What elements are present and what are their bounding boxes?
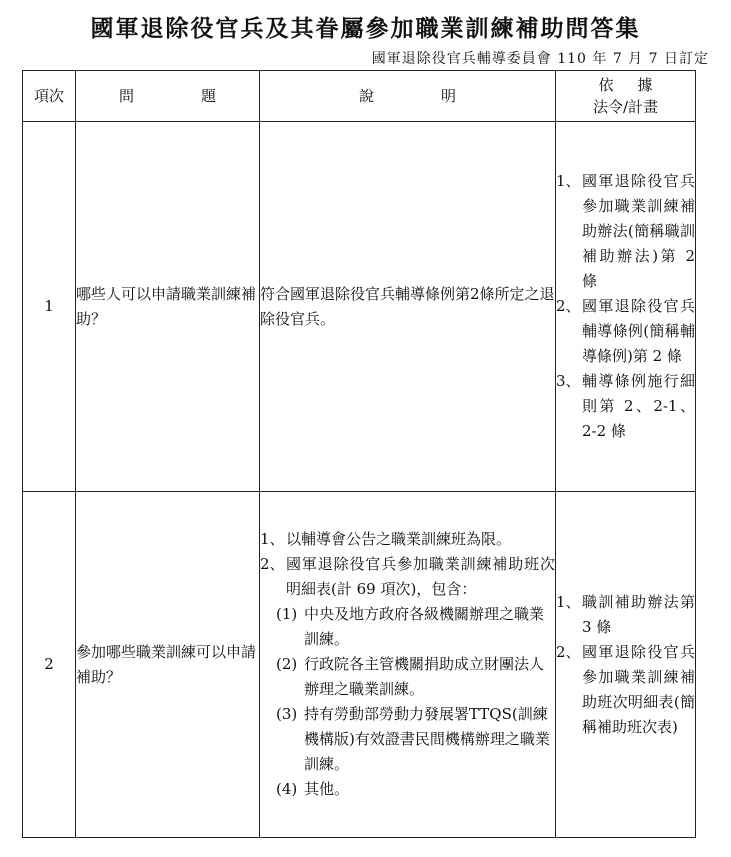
explanation-item: 2、 國軍退除役官兵參加職業訓練補助班次明細表(計 69 項次)，包含：	[260, 555, 555, 598]
header-question: 問 題	[76, 71, 260, 122]
row-basis	[556, 122, 696, 492]
table-row	[23, 492, 696, 838]
header-explanation: 說 明	[260, 71, 556, 122]
row-question: 哪些人可以申請職業訓練補助？	[76, 122, 260, 492]
table-header-row	[23, 71, 696, 122]
basis-item: 1、 職訓補助辦法第 3 條	[556, 592, 695, 636]
basis-item: 3、 輔導條例施行細則第 2、2-1、2-2 條	[556, 372, 695, 440]
basis-item: 1、 國軍退除役官兵參加職業訓練補助辦法(簡稱職訓補助辦法)第 2 條	[556, 172, 695, 290]
table-row	[23, 122, 696, 492]
header-basis-line1: 依據	[598, 76, 677, 94]
document-subtitle: 國軍退除役官兵輔導委員會 110 年 7 月 7 日訂定	[371, 51, 709, 67]
basis-list	[556, 590, 695, 740]
basis-list	[556, 169, 695, 444]
header-basis-line2: 法令/計畫	[592, 98, 659, 116]
row-explanation	[260, 492, 556, 838]
header-item: 項次	[23, 71, 76, 122]
row-explanation: 符合國軍退除役官兵輔導條例第2條所定之退除役官兵。	[260, 122, 556, 492]
basis-item: 2、 國軍退除役官兵參加職業訓練補助班次明細表(簡稱補助班次表)	[556, 642, 695, 736]
basis-item: 2、 國軍退除役官兵輔導條例(簡稱輔導條例)第 2 條	[556, 297, 695, 365]
explanation-subitem: (2) 行政院各主管機關捐助成立財團法人辦理之職業訓練。	[276, 655, 545, 698]
row-item-number: 1	[23, 122, 76, 492]
explanation-subitem: (1) 中央及地方政府各級機關辦理之職業訓練。	[276, 605, 545, 648]
qa-table	[22, 70, 696, 838]
row-basis	[556, 492, 696, 838]
explanation-item: 1、 以輔導會公告之職業訓練班為限。	[260, 530, 512, 548]
explanation-list	[260, 527, 555, 602]
explanation-subitem: (3) 持有勞動部勞動力發展署TTQS(訓練機構版)有效證書民間機構辦理之職業訓練。	[276, 705, 550, 773]
row-question: 參加哪些職業訓練可以申請補助？	[76, 492, 260, 838]
explanation-sublist	[260, 602, 555, 802]
document-title: 國軍退除役官兵及其眷屬參加職業訓練補助問答集	[90, 15, 641, 42]
row-item-number: 2	[23, 492, 76, 838]
explanation-subitem: (4) 其他。	[276, 780, 350, 798]
header-basis	[556, 71, 696, 122]
